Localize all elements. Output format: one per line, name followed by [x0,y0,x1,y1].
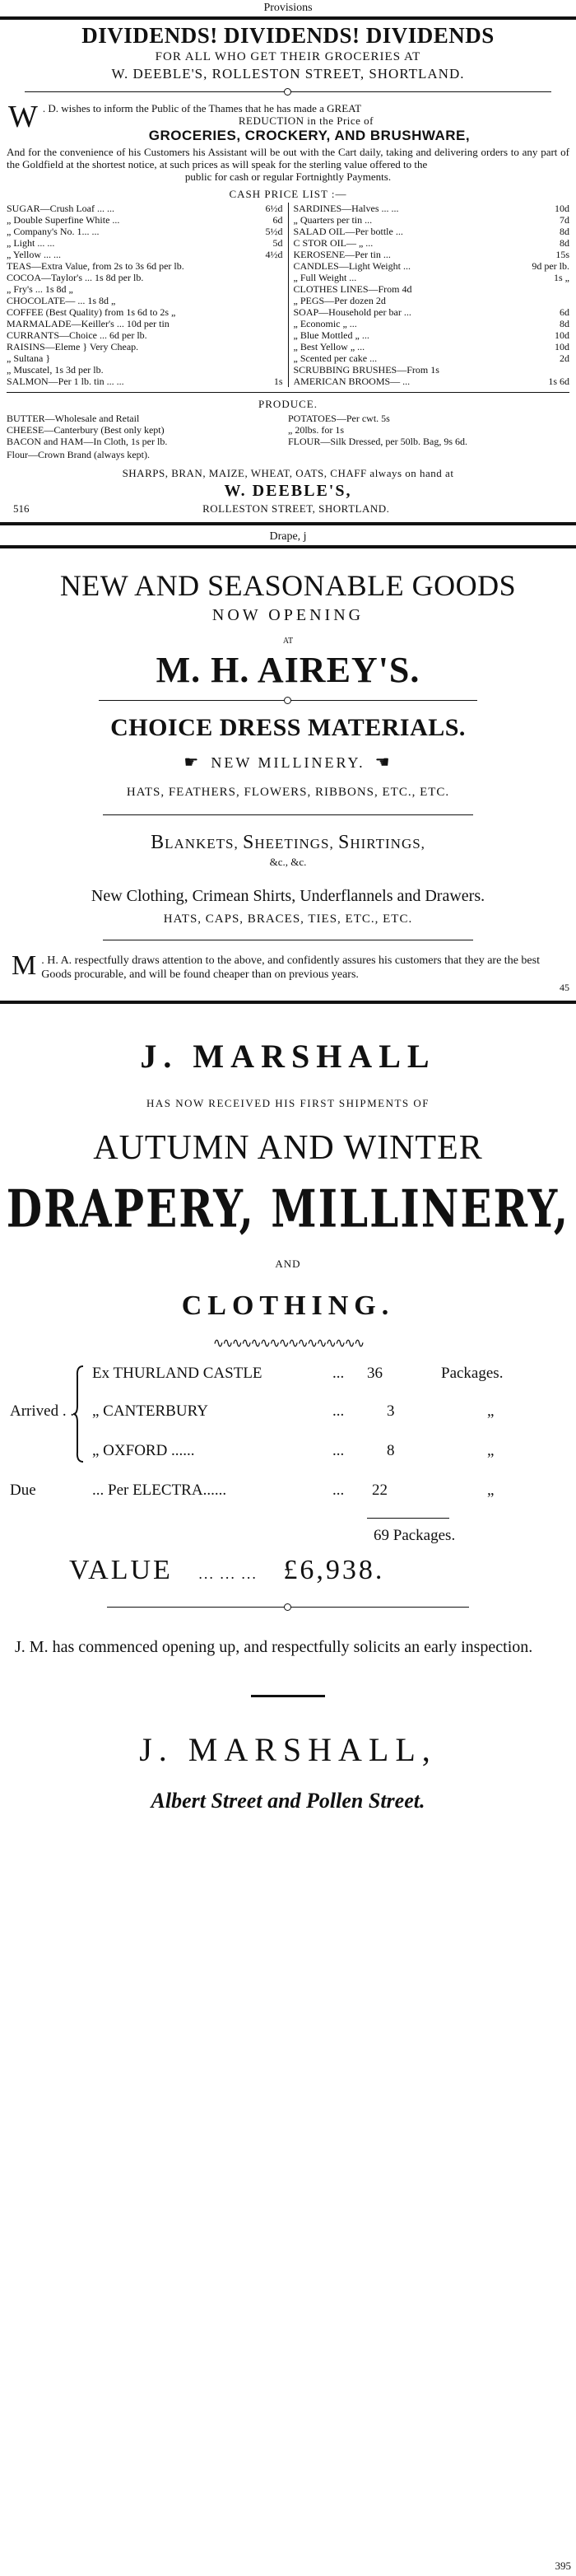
price-list-left [7,203,289,387]
newspaper-page [0,2,576,2576]
ornament-divider [25,87,551,97]
sheetings-text: HEETINGS, [254,836,338,852]
ad-subheadline: FOR ALL WHO GET THEIR GROCERIES AT [155,50,421,63]
shirtings-cap: S [338,832,351,853]
price-item-name: CLOTHES LINES—From 4d [293,283,412,295]
intro-text: . D. wishes to inform the Public of the Thames that he has made a GREAT [42,102,362,114]
price-list-title: CASH PRICE LIST :— [229,188,347,200]
shipment-unit: „ [487,1442,495,1459]
price-item-name: „ Fry's ... 1s 8d „ [7,283,73,295]
price-item [7,249,283,260]
price-item [7,214,283,226]
price-item-price: 2d [560,352,569,364]
produce-item: FLOUR—Silk Dressed, per 50lb. Bag, 9s 6d. [288,436,467,447]
produce-title: PRODUCE. [258,398,318,410]
value-label: VALUE [69,1555,173,1585]
value-dots: ... ... ... [198,1566,258,1582]
intro-paragraph [7,100,569,134]
blankets-text: LANKETS, [165,836,244,852]
price-item-price: 7d [560,214,569,226]
price-item-price: 8d [560,226,569,237]
ad-headline: DIVIDENDS! DIVIDENDS! DIVIDENDS [81,23,495,48]
price-item-price: 15s [555,249,569,260]
goods-headline: DRAPERY, MILLINERY, [6,1178,570,1239]
price-item-name: SARDINES—Halves ... ... [293,203,399,214]
price-item-name: AMERICAN BROOMS— ... [293,376,411,387]
price-item-name: CURRANTS—Choice ... 6d per lb. [7,329,147,341]
price-item-name: KEROSENE—Per tin ... [293,249,391,260]
price-item-price: 5d [272,237,283,249]
pointing-hand-icon: ☚ [374,754,393,772]
shipment-dots: ... [332,1442,345,1459]
price-item [294,341,570,352]
price-item-name: CHOCOLATE— ... 1s 8d „ [7,295,116,306]
wavy-divider: ∿∿∿∿∿∿∿∿∿∿∿∿∿∿∿∿ [212,1337,364,1351]
choice-line: CHOICE DRESS MATERIALS. [110,714,466,741]
etc-line: &c., &c. [269,856,307,868]
price-item [294,318,570,329]
sharps-line: SHARPS, BRAN, MAIZE, WHEAT, OATS, CHAFF always on hand at [122,467,454,479]
price-item-price: 1s 6d [548,376,569,387]
shipment-dots: ... [332,1402,345,1420]
price-item-name: „ Economic „ ... [293,318,357,329]
drop-cap: M [12,950,37,981]
airey-ad [0,568,576,994]
store-address: ROLLESTON STREET, SHORTLAND. [202,502,390,515]
ad-subheadline: NOW OPENING [211,606,365,624]
clothing-line: New Clothing, Crimean Shirts, Underflannels and Drawers. [91,887,485,905]
price-item [294,237,570,249]
intro-paragraph-2: And for the convenience of his Customers his Assistant will be out with the Cart daily, taking and delivering orders to any part of the Goldfield at the shortest notice, at such prices as will speak for the sterling value offered to the [7,146,569,170]
ad-headline: NEW AND SEASONABLE GOODS [59,569,517,602]
price-item-name: CANDLES—Light Weight ... [293,260,411,272]
due-label: Due [10,1482,36,1499]
price-item-name: SCRUBBING BRUSHES—From 1s [293,364,439,376]
price-item-price: 10d [555,329,569,341]
due-unit: „ [487,1482,495,1499]
price-item [7,226,283,237]
flour-line: Flour—Crown Brand (always kept). [7,449,150,460]
drop-cap: W [8,100,38,134]
price-item [7,237,283,249]
price-item [7,376,283,387]
produce-item: BACON and HAM—In Cloth, 1s per lb. [7,436,168,447]
price-item [7,318,283,329]
price-item [7,329,283,341]
price-item-name: MARMALADE—Keiller's ... 10d per tin [7,318,170,329]
and-word: AND [275,1258,301,1270]
ad-number: 45 [560,982,569,993]
clothing-headline: CLOTHING. [181,1290,395,1321]
price-item [7,272,283,283]
season-line: AUTUMN AND WINTER [93,1129,483,1167]
price-item [7,364,283,376]
price-item-price: 8d [560,237,569,249]
shipment-unit: Packages. [441,1365,504,1382]
price-item [7,341,283,352]
price-item-name: „ PEGS—Per dozen 2d [293,295,386,306]
price-item [294,249,570,260]
divider [7,392,569,393]
price-item-price: 8d [560,318,569,329]
price-item [7,260,283,272]
price-item-name: RAISINS—Eleme } Very Cheap. [7,341,139,352]
sheetings-cap: S [243,832,255,853]
hats-line: HATS, FEATHERS, FLOWERS, RIBBONS, ETC., ETC. [126,786,450,799]
price-item [294,260,570,272]
shipment-list [0,1361,576,1518]
millinery-line [0,752,576,772]
shipment-qty: 8 [387,1442,395,1459]
rule [0,16,576,20]
price-item-name: SOAP—Household per bar ... [293,306,411,318]
price-item-price: 6d [560,306,569,318]
shipment-unit: „ [487,1402,495,1420]
shipment-ship: „ OXFORD ...... [92,1442,195,1459]
merchant-name-footer: J. MARSHALL, [139,1731,437,1768]
rule [0,1001,576,1004]
price-item [7,352,283,364]
shipment-ship: „ CANTERBURY [92,1402,208,1420]
price-item-name: „ Full Weight ... [293,272,357,283]
rule [0,545,576,548]
price-item-name: „ Sultana } [7,352,51,364]
price-item-name: „ Yellow ... ... [7,249,62,260]
produce-row [7,436,569,447]
value-amount: £6,938. [283,1555,385,1585]
price-item-name: „ Quarters per tin ... [293,214,373,226]
notice-paragraph: J. M. has commenced opening up, and respectfully solicits an early inspection. [15,1638,533,1656]
price-item-price: 4½d [265,249,283,260]
price-item [294,226,570,237]
price-item [294,272,570,283]
due-ship: ... Per ELECTRA...... [92,1482,227,1499]
received-line: HAS NOW RECEIVED HIS FIRST SHIPMENTS OF [146,1097,430,1109]
provisions-ad [0,23,576,516]
blankets-cap: B [151,832,165,853]
price-item-name: „ Double Superfine White ... [7,214,120,226]
sum-rule [367,1518,449,1519]
price-item-price: 6½d [265,203,283,214]
ornament-divider [107,1603,469,1612]
price-item-name: COFFEE (Best Quality) from 1s 6d to 2s „ [7,306,176,318]
short-rule [251,1695,325,1697]
price-item [294,364,570,376]
price-item [294,295,570,306]
price-item [7,203,283,214]
shipment-dots: ... [332,1365,345,1382]
price-item [294,376,570,387]
price-item-price: 1s [273,376,283,387]
price-item-price: 1s „ [554,272,569,283]
produce-item: „ 20lbs. for 1s [288,424,344,436]
price-item-price: 10d [555,341,569,352]
price-item [294,352,570,364]
notice-text: . H. A. respectfully draws attention to the above, and confidently assures his customers that they are the best Goods procurable, and will be found cheaper than on previous years. [41,954,540,981]
due-qty: 22 [372,1482,388,1499]
millinery-text: NEW MILLINERY. [211,754,365,771]
at-word: AT [282,637,294,646]
price-item [7,283,283,295]
total-packages: 69 Packages. [374,1527,456,1544]
marshall-ad [0,1037,576,1813]
price-item-price: 9d per lb. [532,260,569,272]
produce-row [7,424,569,436]
price-item [294,283,570,295]
section-label-provisions: Provisions [263,2,313,14]
price-item-name: SALAD OIL—Per bottle ... [293,226,403,237]
blankets-line [0,832,576,854]
price-item [7,295,283,306]
notice-paragraph [12,950,568,982]
price-item-name: C STOR OIL— „ ... [293,237,374,249]
shipment-ship: Ex THURLAND CASTLE [92,1365,262,1382]
store-name: M. H. AIREY'S. [156,650,420,690]
rule [0,522,576,525]
shipment-qty: 36 [367,1365,383,1382]
price-item [294,214,570,226]
intro-paragraph-3: public for cash or regular Fortnightly Payments. [184,170,392,183]
price-item-name: „ Muscatel, 1s 3d per lb. [7,364,104,376]
ad-number: 516 [13,502,30,515]
price-item-name: SALMON—Per 1 lb. tin ... ... [7,376,124,387]
due-dots: ... [332,1482,345,1499]
price-item [7,306,283,318]
price-item-price: 10d [555,203,569,214]
produce-list [7,413,569,447]
arrived-label: Arrived . . [10,1402,75,1420]
price-item-name: TEAS—Extra Value, from 2s to 3s 6d per lb. [7,260,184,272]
goods-line: GROCERIES, CROCKERY, AND BRUSHWARE, [148,128,471,143]
price-item-name: „ Light ... ... [7,237,55,249]
section-label-drapery: Drape, j [269,530,307,543]
reduction-line: REDUCTION in the Price of [238,114,374,127]
price-item-name: „ Company's No. 1... ... [7,226,100,237]
price-item-name: „ Scented per cake ... [293,352,378,364]
price-item [294,203,570,214]
brace-icon [72,1365,84,1463]
merchant-address: Albert Street and Pollen Street. [151,1789,425,1813]
price-item-name: „ Blue Mottled „ ... [293,329,369,341]
produce-item: CHEESE—Canterbury (Best only kept) [7,424,165,436]
produce-item: BUTTER—Wholesale and Retail [7,413,140,424]
price-item-name: SUGAR—Crush Loaf ... ... [7,203,114,214]
pointing-hand-icon: ☛ [183,754,202,772]
price-item [294,329,570,341]
shirtings-text: HIRTINGS, [350,836,425,852]
value-line [69,1555,576,1586]
price-list-right [289,203,570,387]
produce-row [7,413,569,424]
shipment-qty: 3 [387,1402,395,1420]
price-item-name: „ Best Yellow „ ... [293,341,365,352]
price-item [294,306,570,318]
hats-caps-line: HATS, CAPS, BRACES, TIES, ETC., ETC. [163,912,413,926]
page-number: 395 [555,2560,571,2572]
store-name: W. DEEBLE'S, [224,482,352,500]
address-line [13,502,563,516]
price-item-price: 5½d [265,226,283,237]
produce-item: POTATOES—Per cwt. 5s [288,413,390,424]
price-item-price: 6d [272,214,283,226]
divider [103,814,473,815]
ad-store-line: W. DEEBLE'S, ROLLESTON STREET, SHORTLAND. [111,66,465,82]
price-list [7,203,569,387]
merchant-name: J. MARSHALL [140,1038,436,1075]
price-item-name: COCOA—Taylor's ... 1s 8d per lb. [7,272,144,283]
ornament-divider [99,696,477,706]
